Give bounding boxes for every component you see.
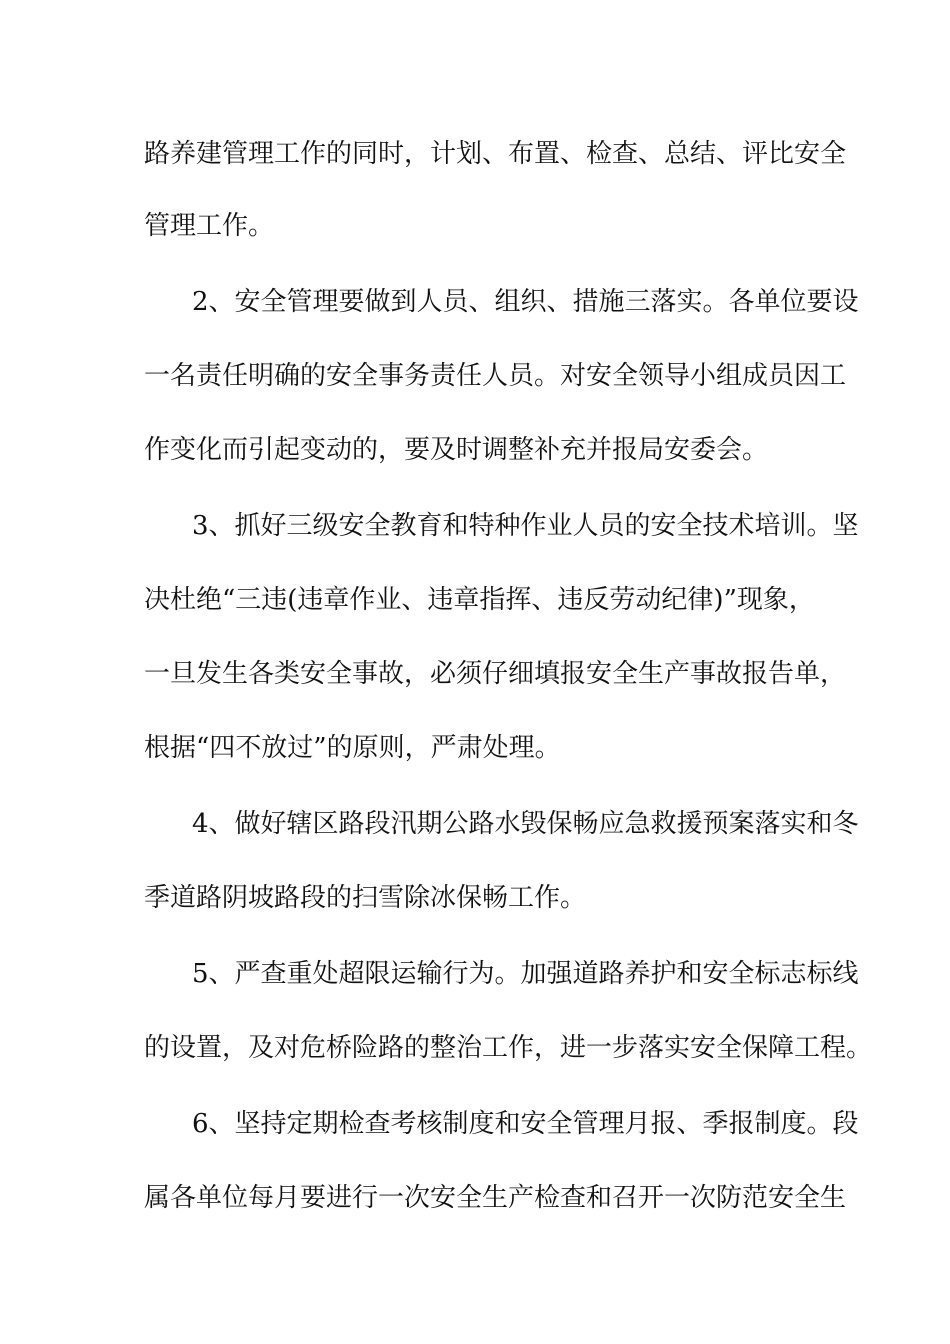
paragraph-4-start: 4、做好辖区路段汛期公路水毁保畅应急救援预案落实和冬 xyxy=(192,809,859,839)
paragraph-2-start: 2、安全管理要做到人员、组织、措施三落实。各单位要设 xyxy=(192,287,859,317)
paragraph-5-start: 5、严查重处超限运输行为。加强道路养护和安全标志标线 xyxy=(192,959,859,989)
text-line: 路养建管理工作的同时，计划、布置、检查、总结、评比安全 xyxy=(144,139,847,169)
paragraph-3-start: 3、抓好三级安全教育和特种作业人员的安全技术培训。坚 xyxy=(192,511,859,541)
text-line: 作变化而引起变动的，要及时调整补充并报局安委会。 xyxy=(144,435,769,465)
text-line: 根据“四不放过”的原则，严肃处理。 xyxy=(144,733,561,763)
text-line: 管理工作。 xyxy=(144,211,275,241)
text-line: 季道路阴坡路段的扫雪除冰保畅工作。 xyxy=(144,883,587,913)
text-line: 一旦发生各类安全事故，必须仔细填报安全生产事故报告单， xyxy=(144,659,847,689)
text-line: 属各单位每月要进行一次安全生产检查和召开一次防范安全生 xyxy=(144,1183,847,1213)
text-line: 的设置，及对危桥险路的整治工作，进一步落实安全保障工程。 xyxy=(144,1033,873,1063)
text-line: 一名责任明确的安全事务责任人员。对安全领导小组成员因工 xyxy=(144,361,847,391)
text-line: 决杜绝“三违(违章作业、违章指挥、违反劳动纪律)”现象， xyxy=(144,585,815,615)
paragraph-6-start: 6、坚持定期检查考核制度和安全管理月报、季报制度。段 xyxy=(192,1109,859,1139)
